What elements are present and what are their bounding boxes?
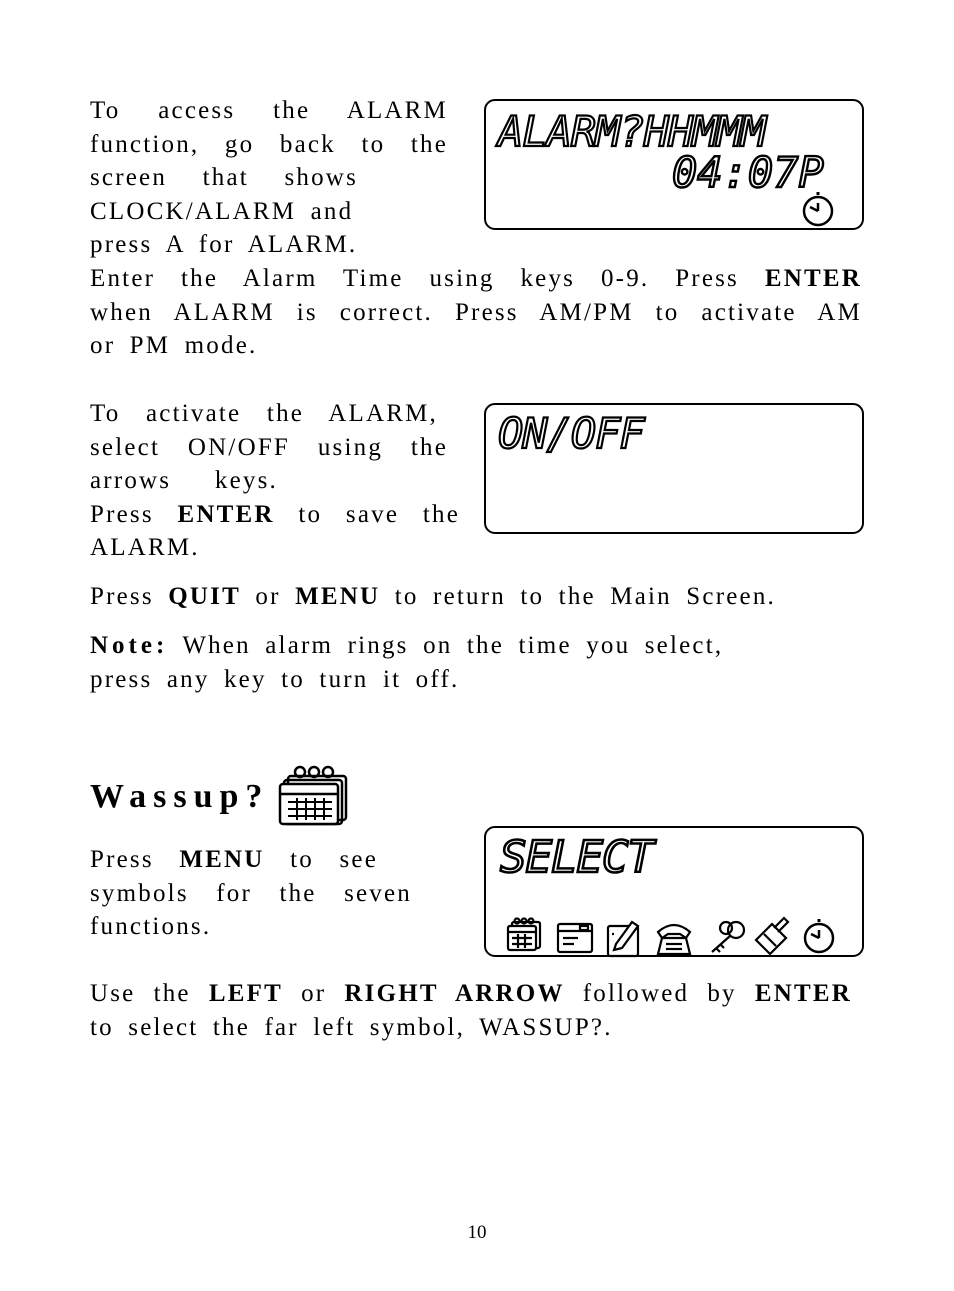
pen-icon: [756, 918, 788, 954]
enter-line-2: when ALARM is correct. Press AM/PM to activate AM: [90, 298, 862, 326]
use-arrow-paragraph: [90, 977, 852, 1044]
memo-icon: [608, 922, 638, 956]
note-line-1: Note: When alarm rings on the time you select,: [90, 632, 724, 659]
alarm-intro-line: screen that shows: [90, 164, 358, 192]
calendar-icon: [278, 762, 356, 828]
key-icon: [712, 922, 744, 952]
wassup-heading: Wassup?: [90, 778, 270, 815]
lcd-select-display: [484, 826, 864, 957]
note-paragraph: [90, 629, 862, 696]
alarm-intro-line: press A for ALARM.: [90, 231, 358, 259]
enter-line-3: or PM mode.: [90, 332, 258, 360]
activate-line: To activate the ALARM,: [90, 400, 438, 427]
alarm-intro-line: function, go back to the: [90, 130, 448, 158]
lcd-line1: ALARM?HHMMM: [498, 107, 766, 156]
calendar-icon: [508, 919, 540, 951]
wassup-paragraph: [90, 843, 420, 944]
wassup-line-3: functions.: [90, 913, 212, 941]
alarm-intro-line: To access the ALARM: [90, 97, 448, 124]
enter-alarm-paragraph: [90, 262, 862, 363]
wassup-line-2: symbols for the seven: [90, 879, 412, 907]
activate-line: arrows keys.: [90, 467, 278, 495]
lcd-line1: ON/OFF: [498, 409, 644, 458]
card-icon: [558, 924, 592, 952]
lcd-alarm-display: [484, 99, 864, 230]
note-line-2: press any key to turn it off.: [90, 665, 460, 693]
activate-paragraph: [90, 397, 460, 565]
lcd-line1: SELECT: [500, 832, 653, 883]
return-text: Press QUIT or MENU to return to the Main Screen.: [90, 583, 776, 610]
clock-icon: [805, 919, 833, 952]
enter-line-1: Enter the Alarm Time using keys 0-9. Press ENTER: [90, 265, 863, 292]
activate-line: select ON/OFF using the: [90, 433, 448, 461]
alarm-intro-line: CLOCK/ALARM and: [90, 197, 354, 225]
activate-last-line: ALARM.: [90, 534, 200, 562]
phone-icon: [658, 925, 690, 954]
page-number: 10: [467, 1222, 487, 1243]
return-line: [90, 580, 862, 614]
lcd-onoff-display: [484, 403, 864, 534]
lcd-line2: 04:07P: [672, 148, 824, 197]
alarm-intro: [90, 94, 448, 262]
wassup-line-1: Press MENU to see: [90, 846, 378, 873]
activate-press-line: Press ENTER to save the: [90, 500, 461, 528]
use-line-2: to select the far left symbol, WASSUP?.: [90, 1013, 613, 1041]
use-line-1: Use the LEFT or RIGHT ARROW followed by ENTER: [90, 980, 852, 1007]
